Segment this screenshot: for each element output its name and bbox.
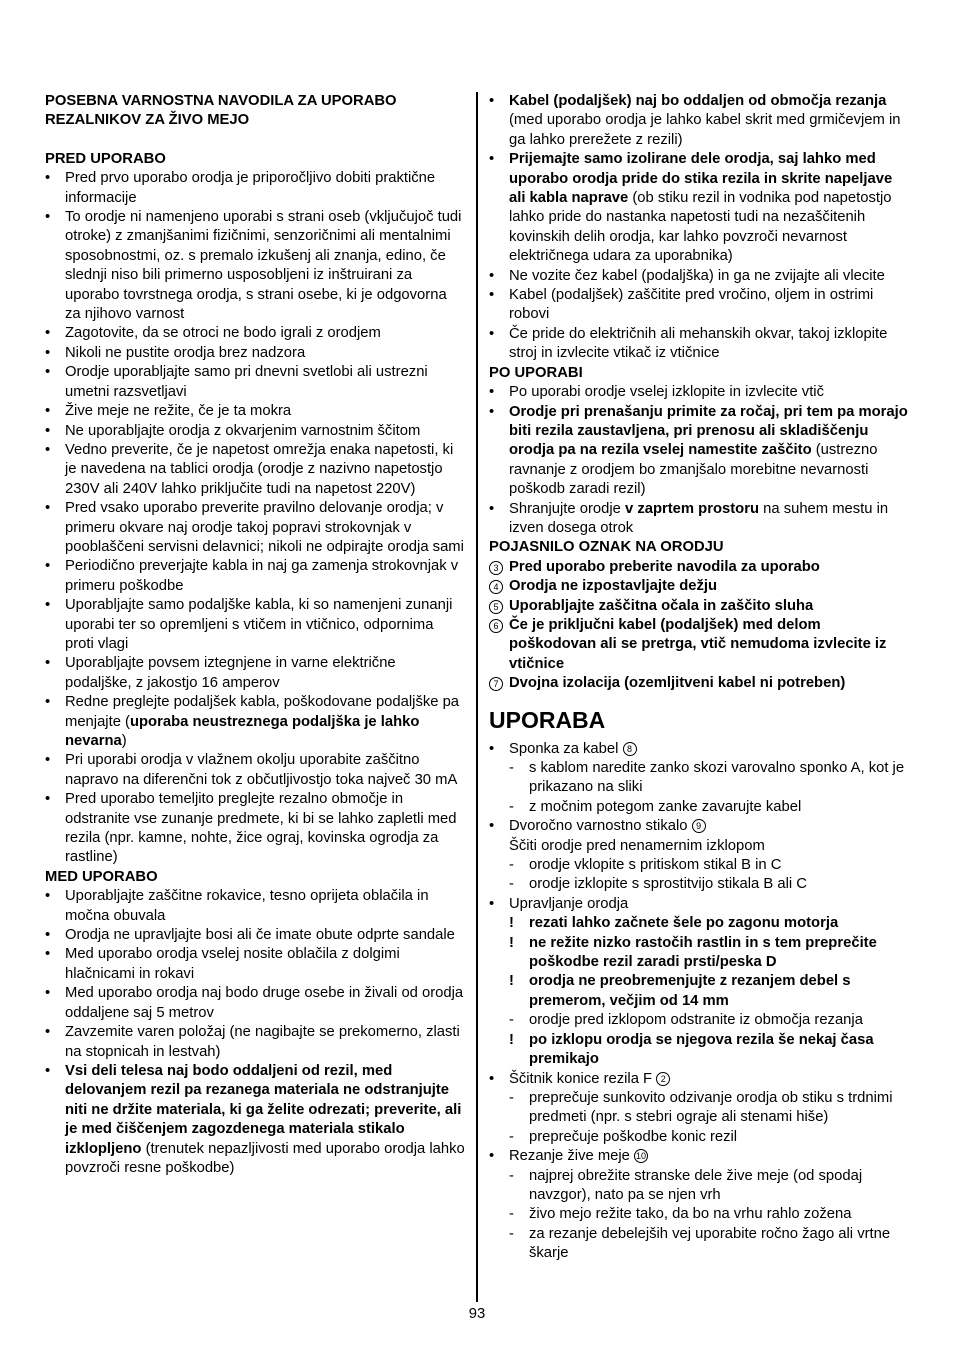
list-item: • Uporabljajte samo podaljške kabla, ki so namenjeni zunanji uporabi ter so opremljeni s vtičem in vtičnico, odpornima proti vlagi bbox=[45, 596, 465, 654]
symbol-text: Pred uporabo preberite navodila za uporabo bbox=[509, 558, 820, 575]
sub-item: - orodje vklopite s pritiskom stikal B in C bbox=[509, 856, 911, 875]
sub-item: - z močnim potegom zanke zavarujte kabel bbox=[509, 798, 911, 817]
list-item-rezanje bbox=[489, 1147, 911, 1263]
sub-item: - s kablom naredite zanko skozi varovalno sponko A, kot je prikazano na sliki bbox=[509, 759, 911, 798]
warning-item: ! rezati lahko začnete šele po zagonu motorja bbox=[509, 914, 911, 933]
item-text: Dvoročno varnostno stikalo bbox=[509, 818, 688, 835]
list-item: • Pred prvo uporabo orodja je priporočljivo dobiti praktične informacije bbox=[45, 169, 465, 208]
column-divider bbox=[476, 92, 478, 1302]
symbol-text: Orodja ne izpostavljajte dežju bbox=[509, 578, 718, 595]
list-item: • Periodično preverjajte kabla in naj ga zamenja strokovnjak v primeru poškodbe bbox=[45, 557, 465, 596]
list-med-uporabo-cont bbox=[489, 92, 911, 364]
list-item bbox=[489, 92, 911, 150]
list-item-upravljanje bbox=[489, 895, 911, 1070]
item-text: Rezanje žive meje bbox=[509, 1148, 630, 1165]
item-text: (med uporabo orodja je lahko kabel skrit med grmičevjem in ga lahko prerežete z rezili) bbox=[509, 112, 901, 148]
list-item: • Pri uporabi orodja v vlažnem okolju uporabite zaščitno napravo na diferenčni tok z občutljivostjo toka največ 30 mA bbox=[45, 751, 465, 790]
sub-item: - najprej obrežite stranske dele žive meje (od spodaj navzgor), nato pa se njen vrh bbox=[509, 1167, 911, 1206]
item-bold: Kabel (podaljšek) naj bo oddaljen od območja rezanja bbox=[509, 93, 887, 109]
list-item-sponka bbox=[489, 740, 911, 818]
list-item bbox=[489, 500, 911, 539]
warning-item: ! ne režite nizko rastočih rastlin in s tem preprečite poškodbe rezil zaradi prsti/peska D bbox=[509, 934, 911, 973]
sub-item: - živo mejo režite tako, da bo na vrhu rahlo zožena bbox=[509, 1205, 911, 1224]
list-item bbox=[45, 693, 465, 751]
list-item: • Uporabljajte zaščitne rokavice, tesno oprijeta oblačila in močna obuvala bbox=[45, 887, 465, 926]
list-item: • Žive meje ne režite, če je ta mokra bbox=[45, 402, 465, 421]
warning-item: ! po izklopu orodja se njegova rezila še nekaj časa premikajo bbox=[509, 1031, 911, 1070]
item-text: na suhem mestu in izven dosega otrok bbox=[509, 500, 889, 536]
sublist bbox=[509, 1089, 911, 1147]
circled-number-icon: 7 bbox=[489, 677, 503, 691]
circled-number-icon: 5 bbox=[489, 600, 503, 614]
sub-item: - orodje izklopite s sprostitvijo stikala B ali C bbox=[509, 875, 911, 894]
list-item: • Med uporabo orodja naj bodo druge osebe in živali od orodja oddaljene saj 5 metrov bbox=[45, 984, 465, 1023]
circled-number-icon: 2 bbox=[656, 1072, 670, 1086]
sub-item: - orodje pred izklopom odstranite iz območja rezanja bbox=[509, 1011, 911, 1030]
list-item: • Pred uporabo temeljito preglejte rezalno območje in odstranite vse zunanje predmete, ki bi se lahko zapletli med rezila (npr. kamne, nohte, žice ograj, kovinska ogrodja za rastline) bbox=[45, 790, 465, 868]
item-text: (ob stiku rezil in vodnika pod napetostjo lahko pride do nastanka napetosti tudi na nezaščitenih kovinskih delih orodja, kar lahko povzroči nevarnost električnega udara za uporabnika) bbox=[509, 190, 892, 265]
circled-number-icon: 6 bbox=[489, 619, 503, 633]
circled-number-icon: 4 bbox=[489, 580, 503, 594]
circled-number-icon: 10 bbox=[636, 1151, 647, 1162]
item-text: Sponka za kabel bbox=[509, 740, 619, 757]
sub-item: - preprečuje poškodbe konic rezil bbox=[509, 1128, 911, 1147]
list-item bbox=[489, 403, 911, 500]
circled-number-icon: 3 bbox=[489, 561, 503, 575]
page-number: 93 bbox=[468, 1306, 486, 1322]
sublist bbox=[509, 856, 911, 895]
symbol-item bbox=[489, 577, 911, 596]
list-item: • Kabel (podaljšek) zaščitite pred vročino, oljem in ostrimi robovi bbox=[489, 286, 911, 325]
list-item: • To orodje ni namenjeno uporabi s strani oseb (vključujoč tudi otroke) z zmanjšanimi fizičnimi, senzoričnimi ali mentalnimi sposobnostmi, oz. s premalo izkušenj ali znanja, edino, če slednji niso bili primerno usposobljeni iz inštruirani za uporabo tovrstnega orodja, s strani osebe, ki je odgovorna za njihovo varnost bbox=[45, 208, 465, 324]
item-text: Redne preglejte podaljšek kabla, poškodovane podaljške pa menjajte ( bbox=[65, 694, 460, 730]
heading-pojasnilo: POJASNILO OZNAK NA ORODJU bbox=[489, 539, 724, 556]
list-item bbox=[45, 1062, 465, 1178]
item-text: Upravljanje orodja bbox=[509, 895, 629, 912]
list-item: • Uporabljajte povsem iztegnjene in varne električne podaljške, z jakostjo 16 amperov bbox=[45, 654, 465, 693]
symbol-item bbox=[489, 674, 911, 693]
section-title: POSEBNA VARNOSTNA NAVODILA ZA UPORABO REZALNIKOV ZA ŽIVO MEJO bbox=[45, 93, 397, 129]
list-symbols bbox=[489, 558, 911, 694]
list-po-uporabi bbox=[489, 383, 911, 538]
item-text: ) bbox=[121, 733, 127, 749]
heading-po-uporabi: PO UPORABI bbox=[489, 364, 583, 381]
sublist bbox=[509, 759, 911, 817]
circled-number-icon: 8 bbox=[623, 742, 637, 756]
list-item: • Zagotovite, da se otroci ne bodo igrali z orodjem bbox=[45, 324, 465, 343]
item-bold: uporaba neustreznega podaljška je lahko nevarna bbox=[65, 713, 420, 749]
list-item: • Zavzemite varen položaj (ne nagibajte se prekomerno, zlasti na stopnicah in lestvah) bbox=[45, 1023, 465, 1062]
sub-item: - preprečuje sunkovito odzivanje orodja ob stiku s trdnimi predmeti (npr. s stebri ograje ali stenami hiše) bbox=[509, 1089, 911, 1128]
symbol-item bbox=[489, 597, 911, 616]
section-uporaba-title: UPORABA bbox=[489, 706, 606, 733]
warning-item: ! orodja ne preobremenjujte z rezanjem debel s premerom, večjim od 14 mm bbox=[509, 972, 911, 1011]
list-pred-uporabo bbox=[45, 169, 465, 868]
list-item: • Ne uporabljajte orodja z okvarjenim varnostnim ščitom bbox=[45, 422, 465, 441]
item-text: Shranjujte orodje bbox=[509, 500, 625, 517]
list-item: • Orodja ne upravljajte bosi ali če imate obute odprte sandale bbox=[45, 926, 465, 945]
heading-med-uporabo: MED UPORABO bbox=[45, 868, 158, 885]
sub-item: - za rezanje debelejših vej uporabite ročno žago ali vrtne škarje bbox=[509, 1225, 911, 1264]
list-item-scitnik bbox=[489, 1070, 911, 1148]
list-item bbox=[489, 150, 911, 266]
list-item: • Če pride do električnih ali mehanskih okvar, takoj izklopite stroj in izvlecite vtikač iz vtičnice bbox=[489, 325, 911, 364]
list-item-stikalo bbox=[489, 817, 911, 895]
list-item: • Med uporabo orodja vselej nosite oblačila z dolgimi hlačnicami in rokavi bbox=[45, 945, 465, 984]
list-item: • Nikoli ne pustite orodja brez nadzora bbox=[45, 344, 465, 363]
list-item: • Orodje uporabljajte samo pri dnevni svetlobi ali ustrezni umetni razsvetljavi bbox=[45, 363, 465, 402]
item-bold: Orodje pri prenašanju primite za ročaj, pri tem pa morajo biti rezila zaustavljena, pri prenosu ali skladiščenju orodja pa na rezila vselej namestite zaščito bbox=[509, 403, 908, 459]
sublist bbox=[509, 1167, 911, 1264]
list-item: • Po uporabi orodje vselej izklopite in izvlecite vtič bbox=[489, 383, 911, 402]
list-item: • Ne vozite čez kabel (podaljška) in ga ne zvijajte ali vlecite bbox=[489, 267, 911, 286]
list-uporaba bbox=[489, 740, 911, 1264]
left-column bbox=[45, 92, 465, 1178]
item-bold: Vsi deli telesa naj bodo oddaljeni od rezil, med delovanjem rezil pa rezanega materiala ne odstranjujte niti ne držite materiala, ki ga želite odrezati; preverite, ali je med čiščenjem zagozdenega materiala stikalo izklopljeno bbox=[65, 1062, 462, 1157]
symbol-text: Uporabljajte zaščitna očala in zaščito sluha bbox=[509, 597, 814, 614]
right-column bbox=[489, 92, 911, 1264]
item-bold: Prijemajte samo izolirane dele orodja, saj lahko med uporabo orodja pride do stika rezila in skrite napeljave ali kabla naprave bbox=[509, 151, 893, 207]
sublist bbox=[509, 914, 911, 1069]
item-text: Ščiti orodje pred nenamernim izklopom bbox=[509, 837, 765, 854]
symbol-text: Če je priključni kabel (podaljšek) med delom poškodovan ali se pretrga, vtič nemudoma izvlecite iz vtičnice bbox=[509, 616, 887, 672]
circled-number-icon: 9 bbox=[692, 819, 706, 833]
item-bold: v zaprtem prostoru bbox=[624, 500, 760, 517]
item-text: (trenutek nepazljivosti med uporabo orodja lahko povzroči resne poškodbe) bbox=[65, 1140, 465, 1176]
list-med-uporabo bbox=[45, 887, 465, 1178]
item-text: Ščitnik konice rezila F bbox=[509, 1070, 653, 1087]
symbol-item bbox=[489, 616, 911, 674]
symbol-text: Dvojna izolacija (ozemljitveni kabel ni potreben) bbox=[509, 675, 846, 692]
heading-pred-uporabo: PRED UPORABO bbox=[45, 150, 166, 167]
list-item: • Pred vsako uporabo preverite pravilno delovanje orodja; v primeru okvare naj orodje takoj popravi strokovnjak v pooblaščeni servisni delavnici; nikoli ne odpirajte orodja sami bbox=[45, 499, 465, 557]
list-item: • Vedno preverite, če je napetost omrežja enaka napetosti, ki je navedena na tablici orodja (orodje z nazivno napetostjo 230V ali 240V lahko priključite tudi na napetost 220V) bbox=[45, 441, 465, 499]
symbol-item bbox=[489, 558, 911, 577]
item-text: (ustrezno ravnanje z orodjem bo zmanjšalo morebitne nevarnosti poškodb zaradi rezil) bbox=[509, 442, 878, 498]
